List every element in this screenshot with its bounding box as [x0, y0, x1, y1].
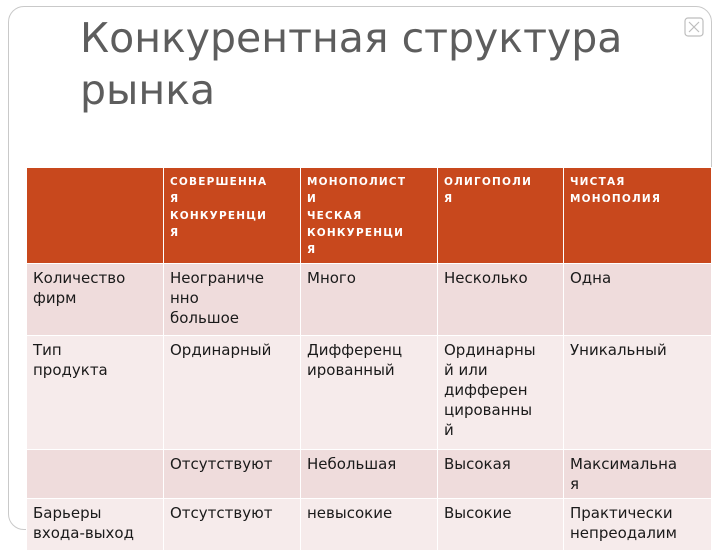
table-cell: Тип продукта — [27, 336, 164, 450]
header-cell-pure-monopoly: ЧИСТАЯ МОНОПОЛИЯ — [564, 168, 712, 264]
table-cell: Отсутствуют — [164, 450, 301, 499]
table-cell: Ординарный — [164, 336, 301, 450]
header-cell-perfect-competition: СОВЕРШЕННА Я КОНКУРЕНЦИ Я — [164, 168, 301, 264]
table-row — [27, 264, 712, 336]
table-cell: невысокие — [301, 499, 438, 551]
table-row — [27, 499, 712, 551]
market-structure-table — [26, 167, 712, 551]
table-cell: Неограниче нно большое — [164, 264, 301, 336]
table-cell: Количество фирм — [27, 264, 164, 336]
table-cell: Несколько — [438, 264, 564, 336]
header-cell-oligopoly: ОЛИГОПОЛИ Я — [438, 168, 564, 264]
table-row — [27, 450, 712, 499]
table-header-row — [27, 168, 712, 264]
header-cell-monopolistic-competition: МОНОПОЛИСТ И ЧЕСКАЯ КОНКУРЕНЦИ Я — [301, 168, 438, 264]
slide-title: Конкурентная структура рынка — [80, 14, 623, 114]
table-cell: Небольшая — [301, 450, 438, 499]
table-cell: Ординарны й или дифферен цированны й — [438, 336, 564, 450]
table-cell: Уникальный — [564, 336, 712, 450]
table-cell: Дифференц ированный — [301, 336, 438, 450]
table-cell: Барьеры входа-выход — [27, 499, 164, 551]
table-cell: Высокая — [438, 450, 564, 499]
table-cell: Отсутствуют — [164, 499, 301, 551]
slide-corner-icon — [684, 17, 704, 37]
table-cell: Высокие — [438, 499, 564, 551]
header-cell-empty — [27, 168, 164, 264]
table-cell: Максимальна я — [564, 450, 712, 499]
table-cell: Одна — [564, 264, 712, 336]
table-cell — [27, 450, 164, 499]
table-cell: Практически непреодалим — [564, 499, 712, 551]
table-row — [27, 336, 712, 450]
table-cell: Много — [301, 264, 438, 336]
